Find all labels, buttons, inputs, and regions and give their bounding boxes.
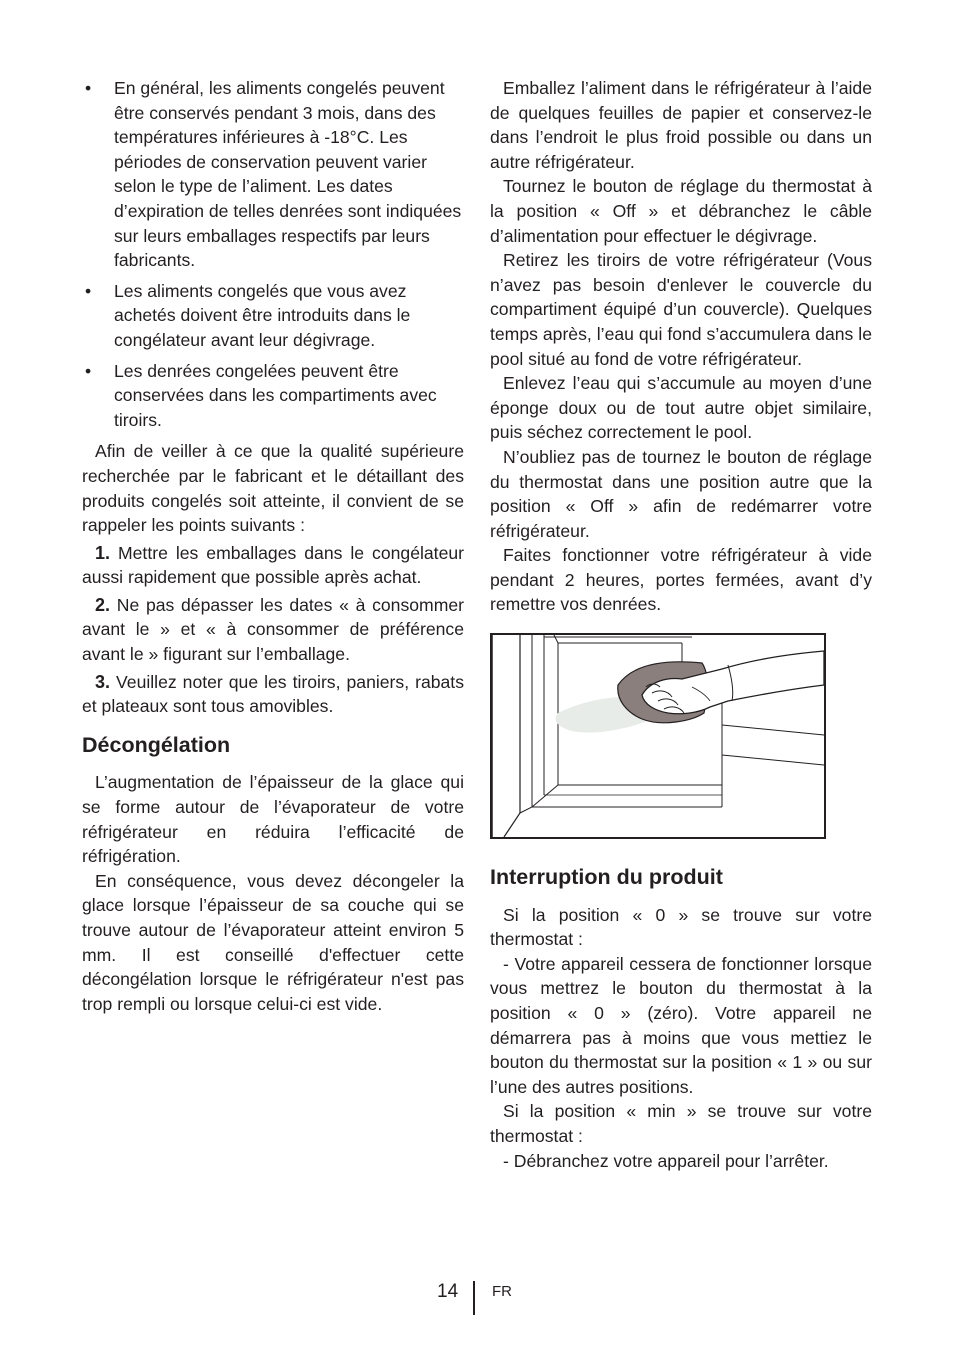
item-text: Mettre les emballages dans le congélateur aussi rapidement que possible après achat. — [82, 542, 464, 588]
footer-divider — [473, 1281, 475, 1315]
interruption-paragraph: Si la position « 0 » se trouve sur votre thermostat : — [490, 904, 872, 950]
defrost-step-paragraph: Faites fonctionner votre réfrigérateur à vide pendant 2 heures, portes fermées, avant d’y remettre vos denrées. — [490, 545, 872, 615]
bullet-dot-icon: • — [85, 360, 92, 381]
defrost-step-paragraph: Retirez les tiroirs de votre réfrigérateur (Vous n’avez pas besoin d'enlever le couvercle du compartiment équipé d’un couvercle). Quelques temps après, l’eau qui fond s’accumulera dans le pool situé au fond de votre réfrigérateur. — [490, 250, 872, 369]
item-number: 3. — [95, 671, 111, 692]
left-column — [82, 76, 464, 1016]
defrost-step-paragraph: N’oubliez pas de tournez le bouton de réglage du thermostat dans une position autre que la position « Off » afin de redémarrer votre réfrigérateur. — [490, 446, 872, 541]
fridge-cleaning-drawing — [492, 635, 824, 837]
bullet-dot-icon: • — [85, 78, 92, 98]
bullet-item: • Les aliments congelés que vous avez achetés doivent être introduits dans le congélateur avant leur dégivrage. — [85, 280, 411, 350]
numbered-item — [82, 593, 464, 667]
right-column — [490, 76, 872, 1173]
quality-intro-paragraph: Afin de veiller à ce que la qualité supérieure recherchée par le fabricant et le détaillant des produits congelés soit atteinte, il convient de se rappeler les points suivants : — [82, 441, 464, 536]
language-code: FR — [492, 1283, 512, 1300]
bullet-item: • En général, les aliments congelés peuvent être conservés pendant 3 mois, dans des températures inférieures à -18°C. Les périodes de conservation peuvent varier selon le type de l’aliment. Les dates d’expiration de telles denrées sont indiquées sur leurs emballages respectifs par leurs fabricants. — [85, 78, 462, 271]
storage-bullet-list — [82, 76, 464, 432]
numbered-item — [82, 541, 464, 590]
item-text: Veuillez noter que les tiroirs, paniers, rabats et plateaux sont tous amovibles. — [82, 671, 464, 717]
wiping-fridge-illustration — [490, 633, 826, 839]
item-text: Ne pas dépasser les dates « à consommer avant le » et « à consommer de préférence avant le » figurant sur l’emballage. — [82, 594, 464, 665]
defrost-paragraph: En conséquence, vous devez décongeler la glace lorsque l’épaisseur de sa couche qui se trouve autour de l’évaporateur atteint environ 5 mm. Il est conseillé d'effectuer cette décongélation lorsque le réfrigérateur n'est pas trop rempli ou lorsque celui-ci est vide. — [82, 870, 464, 1014]
bullet-dot-icon: • — [85, 280, 92, 301]
bullet-item: • Les denrées congelées peuvent être conservées dans les compartiments avec tiroirs. — [85, 360, 437, 430]
interruption-paragraph: - Débranchez votre appareil pour l’arrêter. — [503, 1150, 829, 1171]
numbered-item — [82, 670, 464, 719]
interruption-paragraph: - Votre appareil cessera de fonctionner lorsque vous mettrez le bouton du thermostat à la position « 0 » (zéro). Votre appareil ne démarrera pas à moins que vous mettiez le bouton du thermostat sur la position « 1 » ou sur l’une des autres positions. — [490, 953, 872, 1097]
page-number: 14 — [437, 1281, 459, 1302]
defrost-step-paragraph: Emballez l’aliment dans le réfrigérateur à l’aide de quelques feuilles de papier et conservez-le dans l’endroit le plus froid possible ou dans un autre réfrigérateur. — [490, 78, 872, 172]
defrost-heading: Décongélation — [82, 732, 231, 757]
interruption-heading: Interruption du produit — [490, 865, 723, 890]
defrost-paragraph: L’augmentation de l’épaisseur de la glace qui se forme autour de l’évaporateur de votre réfrigérateur en réduira l’efficacité de réfrigération. — [82, 772, 464, 867]
interruption-paragraph: Si la position « min » se trouve sur votre thermostat : — [490, 1101, 872, 1146]
defrost-step-paragraph: Tournez le bouton de réglage du thermostat à la position « Off » et débranchez le câble d’alimentation pour effectuer le dégivrage. — [490, 176, 872, 246]
item-number: 2. — [95, 594, 111, 615]
defrost-step-paragraph: Enlevez l’eau qui s’accumule au moyen d’une éponge doux ou de tout autre objet similaire, puis séchez correctement le pool. — [490, 373, 872, 443]
item-number: 1. — [95, 542, 111, 563]
